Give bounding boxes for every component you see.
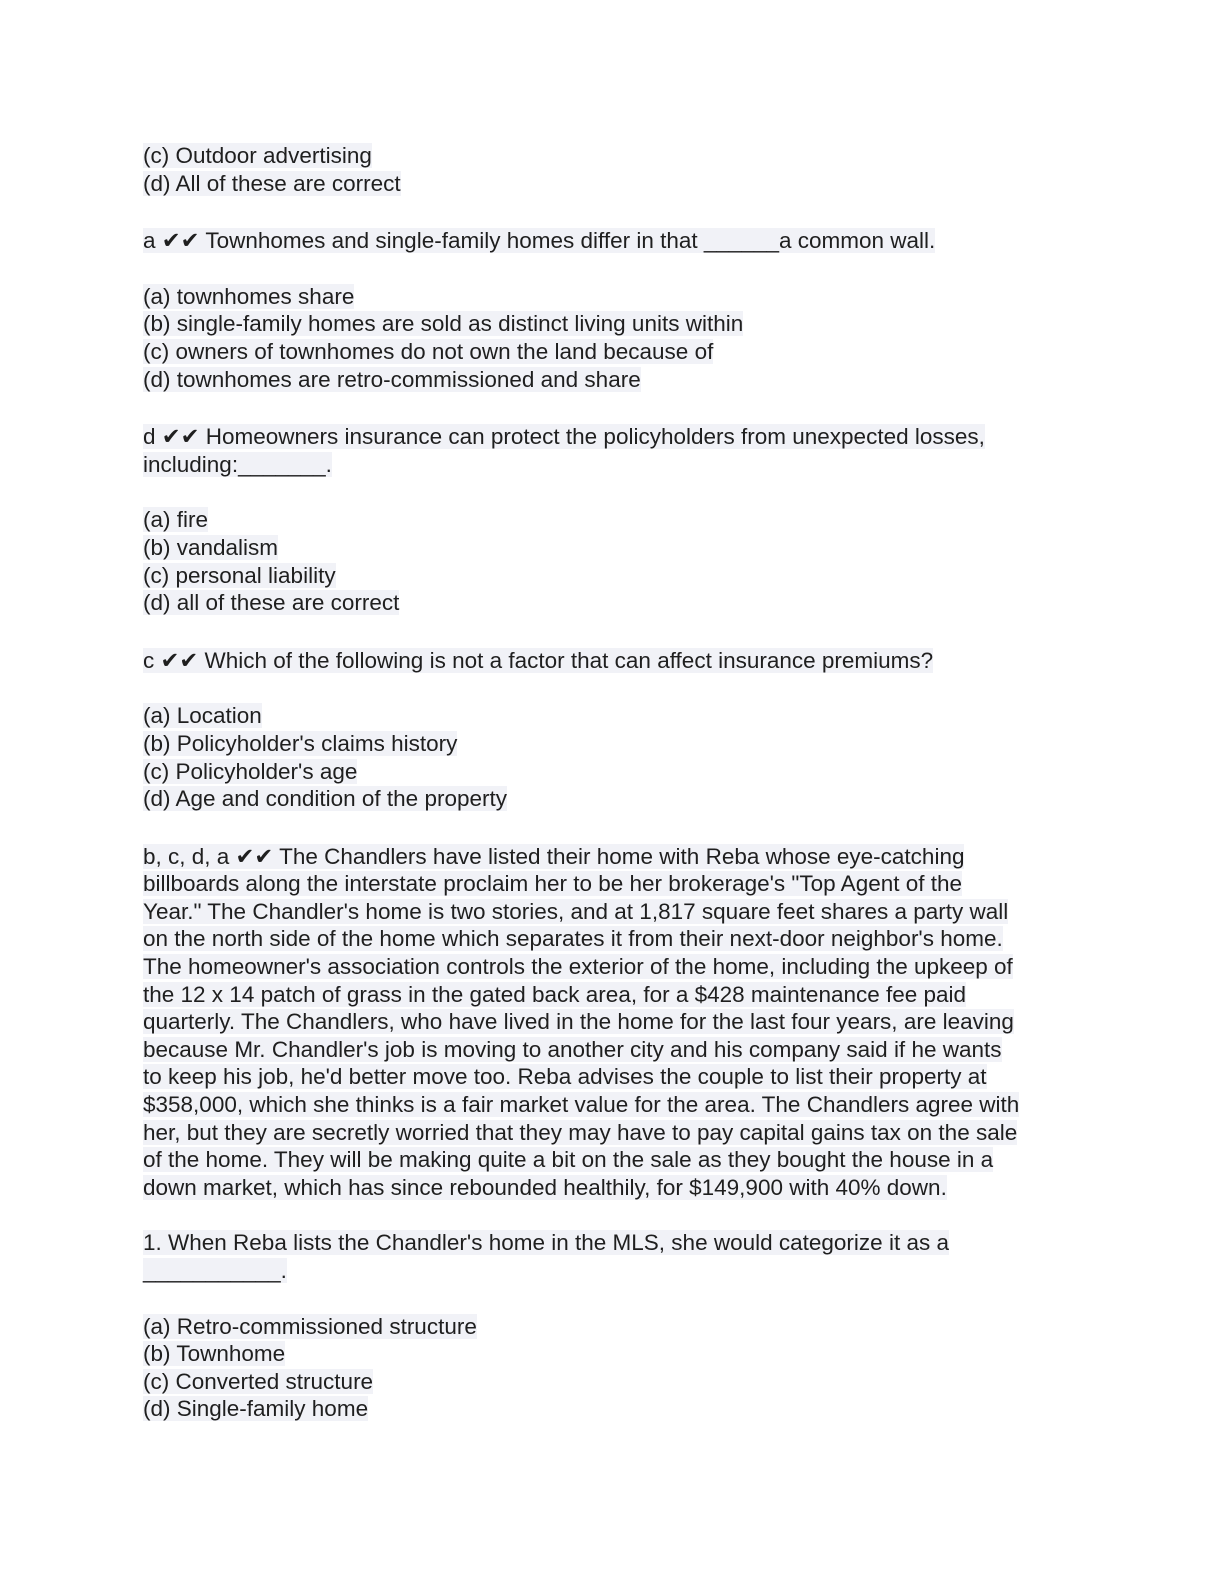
question-text: a ✔✔ Townhomes and single-family homes differ in that ______a common wall. [143, 228, 936, 254]
case-study-line: billboards along the interstate proclaim her to be her brokerage's "Top Agent of the [143, 871, 963, 897]
option-d: (d) all of these are correct [143, 590, 400, 616]
option-c: (c) personal liability [143, 562, 336, 588]
question-insurance [143, 423, 1078, 617]
option-a: (a) fire [143, 507, 209, 533]
option-d: (d) Single-family home [143, 1396, 369, 1422]
case-study-line: on the north side of the home which separates it from their next-door neighbor's home. [143, 926, 1003, 952]
option-d: (d) All of these are correct [143, 170, 401, 196]
option-b: (b) Townhome [143, 1341, 286, 1367]
option-c: (c) Converted structure [143, 1368, 374, 1394]
question-text-line-1: 1. When Reba lists the Chandler's home in the MLS, she would categorize it as a [143, 1230, 949, 1256]
option-d: (d) Age and condition of the property [143, 786, 507, 812]
case-study-line: $358,000, which she thinks is a fair market value for the area. The Chandlers agree with [143, 1092, 1020, 1118]
question-text-line-2: including:_______. [143, 451, 332, 477]
case-study-line: her, but they are secretly worried that they may have to pay capital gains tax on the sale [143, 1119, 1018, 1145]
document-page [143, 142, 1078, 1423]
case-study-line: down market, which has since rebounded healthily, for $149,900 with 40% down. [143, 1174, 947, 1200]
case-study-paragraph [143, 843, 1078, 1202]
case-study-line: to keep his job, he'd better move too. Reba advises the couple to list their property at [143, 1064, 987, 1090]
case-study-line: because Mr. Chandler's job is moving to another city and his company said if he wants [143, 1036, 1002, 1062]
option-d: (d) townhomes are retro-commissioned and share [143, 366, 641, 392]
case-study-line: the 12 x 14 patch of grass in the gated back area, for a $428 maintenance fee paid [143, 981, 967, 1007]
option-b: (b) Policyholder's claims history [143, 730, 458, 756]
option-c: (c) Outdoor advertising [143, 143, 372, 168]
question-text: c ✔✔ Which of the following is not a factor that can affect insurance premiums? [143, 647, 934, 673]
option-b: (b) single-family homes are sold as distinct living units within [143, 311, 744, 337]
question-text-line-2: ___________. [143, 1258, 287, 1283]
option-a: (a) Location [143, 703, 262, 729]
option-c: (c) owners of townhomes do not own the land because of [143, 338, 714, 364]
case-study-line: The homeowner's association controls the exterior of the home, including the upkeep of [143, 954, 1013, 980]
option-c: (c) Policyholder's age [143, 758, 358, 784]
question-mls [143, 1229, 1078, 1423]
question-premiums [143, 647, 1078, 813]
case-study-line: quarterly. The Chandlers, who have lived in the home for the last four years, are leaving [143, 1009, 1014, 1035]
question-townhomes [143, 227, 1078, 393]
case-study-line: of the home. They will be making quite a bit on the sale as they bought the house in a [143, 1147, 994, 1173]
case-study-line: Year." The Chandler's home is two stories, and at 1,817 square feet shares a party wall [143, 898, 1009, 924]
question-text-line-1: d ✔✔ Homeowners insurance can protect the policyholders from unexpected losses, [143, 424, 985, 450]
case-study-line: b, c, d, a ✔✔ The Chandlers have listed their home with Reba whose eye-catching [143, 843, 965, 869]
option-a: (a) Retro-commissioned structure [143, 1313, 477, 1339]
option-b: (b) vandalism [143, 534, 279, 560]
options-list [143, 142, 1078, 197]
option-a: (a) townhomes share [143, 283, 355, 309]
